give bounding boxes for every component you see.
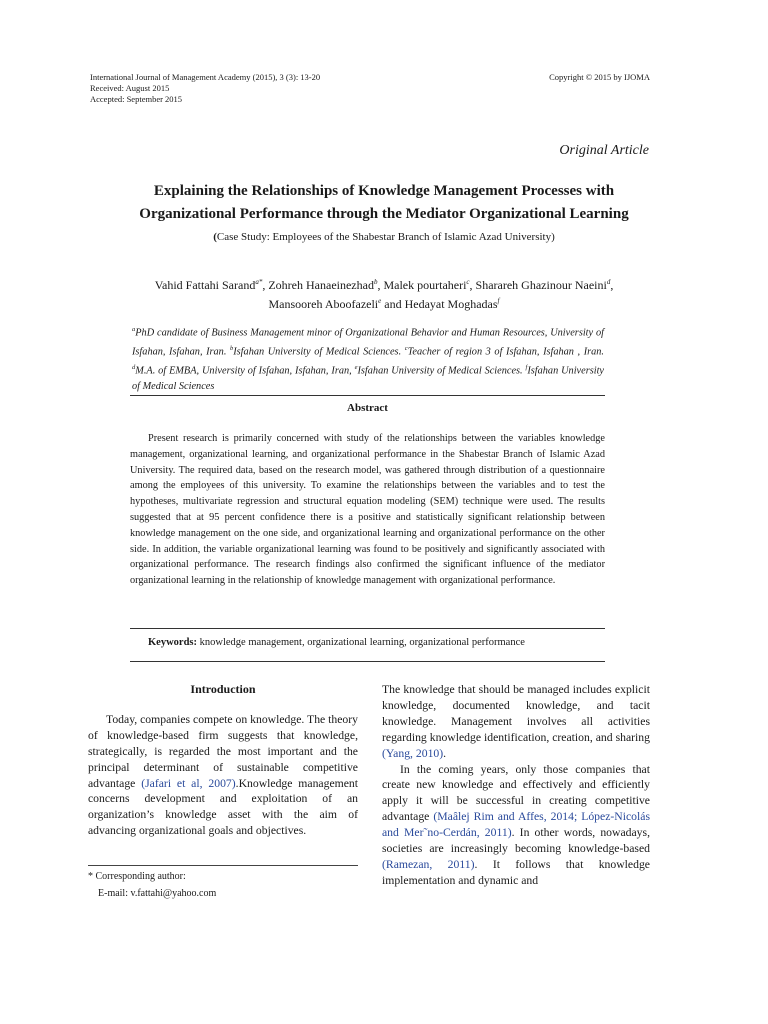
keywords-bottom-rule	[130, 661, 605, 662]
author-sup: a*	[255, 278, 263, 286]
abstract-heading: Abstract	[347, 402, 388, 414]
footnote-rule	[88, 865, 358, 866]
keywords-text: knowledge management, organizational learning, organizational performance	[197, 637, 525, 648]
author-sup: b	[373, 278, 378, 286]
author-sup: d	[606, 278, 611, 286]
author-name: , Sharareh Ghazinour Naeini	[469, 278, 607, 292]
introduction-heading: Introduction	[190, 682, 256, 696]
abstract-text: Present research is primarily concerned with study of the relationships between the variables knowledge management, organizational learning, and organizational performance in the Shabestar Branch of Islamic Azad University. The required data, based on the research model, was gathered through distribution of a questionnaire among the employees of this university. To examine the relationships between the variables and to test the hypotheses, multivariate regression and structural equation modeling (SEM) technique were used. The results suggested that at 95 percent confidence there is a positive and statistically significant relationship between knowledge management on the one side, and organizational learning and organizational performance on the other side. In addition, the variable organizational learning was found to be positively and significantly associated with organizational performance. The research findings also confirmed the significant influence of the mediator organizational learning in the relationship of knowledge management with organizational performance.	[130, 433, 605, 587]
abstract-top-rule	[130, 395, 605, 396]
author-sup: e	[378, 297, 382, 305]
paragraph-text: .Knowledge management concerns development and exploitation of an organization’s knowledge asset with the aim of advancing organizational goals and objectives.	[88, 776, 359, 838]
title-line-1: Explaining the Relationships of Knowledge Management Processes with	[153, 183, 615, 199]
right-column	[382, 682, 650, 889]
affil-text: Teacher of region 3 of Isfahan, Isfahan , Iran.	[407, 346, 605, 358]
case-study-text: Case Study: Employees of the Shabestar Branch of Islamic Azad University)	[216, 231, 555, 243]
affil-marker: d	[132, 363, 136, 371]
author-separator: ,	[610, 278, 614, 292]
keywords-top-rule	[130, 628, 605, 629]
keywords-label: Keywords:	[148, 637, 197, 648]
affiliations	[132, 322, 604, 394]
affil-marker: e	[354, 363, 358, 371]
paragraph-text: In the coming years, only those companies that create new knowledge and effectively and efficiently apply it will be successful in creating competitive advantage	[382, 762, 650, 824]
author-name: , Zohreh Hanaeinezhad	[262, 278, 374, 292]
corresponding-author-note: * Corresponding author:	[88, 871, 186, 882]
affil-text: PhD candidate of Business Management minor of Organizational Behavior and Human Resources, University of Isfahan, Isfahan, Iran.	[132, 327, 604, 358]
author-list	[60, 274, 708, 312]
citation-link[interactable]: (Maâlej Rim and Affes, 2014; López-Nicolás and Mer˜no-Cerdán, 2011)	[382, 810, 650, 840]
received-date: Received: August 2015	[90, 83, 170, 93]
left-column	[88, 682, 358, 839]
author-line-1	[60, 274, 708, 293]
journal-header	[90, 72, 650, 105]
paragraph-text: The knowledge that should be managed includes explicit knowledge, documented knowledge, and tacit knowledge. Management involves all activities regarding knowledge identification, creation, and sharing	[382, 683, 650, 744]
affil-marker: a	[132, 326, 136, 333]
intro-paragraph-3	[382, 762, 650, 889]
article-title	[60, 180, 708, 226]
intro-paragraph-2	[382, 682, 650, 762]
copyright-notice: Copyright © 2015 by IJOMA	[549, 72, 650, 82]
case-study-subtitle	[60, 231, 708, 243]
author-sup: c	[466, 278, 470, 286]
citation-link[interactable]: (Yang, 2010)	[382, 746, 444, 760]
affil-text: Isfahan University of Medical Sciences.	[357, 365, 526, 377]
affil-text: Isfahan University of Medical Sciences	[132, 365, 605, 392]
case-study-open-paren: (	[213, 231, 217, 243]
author-name: Mansooreh Aboofazeli	[268, 297, 379, 311]
paragraph-text: .	[443, 746, 447, 760]
paragraph-text: . In other words, nowadays, societies are increasingly becoming knowledge-based	[382, 826, 650, 856]
accepted-date: Accepted: September 2015	[90, 94, 183, 104]
article-type: Original Article	[559, 143, 649, 158]
author-name: Vahid Fattahi Sarand	[154, 278, 256, 292]
affil-text: M.A. of EMBA, University of Isfahan, Isfahan, Iran,	[135, 365, 355, 377]
author-line-2	[60, 293, 708, 312]
journal-citation: International Journal of Management Academy (2015), 3 (3): 13-20	[90, 72, 321, 82]
citation-link[interactable]: (Ramezan, 2011)	[382, 857, 475, 871]
paragraph-text: . It follows that knowledge implementation and dynamic and	[382, 857, 650, 887]
affil-marker: c	[404, 344, 408, 352]
author-name: and Hedayat Moghadas	[381, 297, 498, 311]
paragraph-text: Today, companies compete on knowledge. The theory of knowledge-based firm suggests that knowledge, strategically, is regarded the most important and the principal determinant of sustainable competitive advantage	[88, 712, 359, 790]
author-email[interactable]: E-mail: v.fattahi@yahoo.com	[98, 888, 217, 899]
affil-marker: f	[525, 363, 528, 371]
affil-text: Isfahan University of Medical Sciences.	[233, 346, 405, 358]
title-line-2: Organizational Performance through the Mediator Organizational Learning	[139, 206, 629, 222]
author-sup: f	[497, 297, 500, 305]
affil-marker: b	[230, 344, 234, 352]
keywords-line	[148, 637, 605, 648]
author-name: , Malek pourtaheri	[377, 278, 467, 292]
intro-paragraph-1	[88, 712, 358, 839]
citation-link[interactable]: (Jafari et al, 2007)	[141, 776, 236, 790]
